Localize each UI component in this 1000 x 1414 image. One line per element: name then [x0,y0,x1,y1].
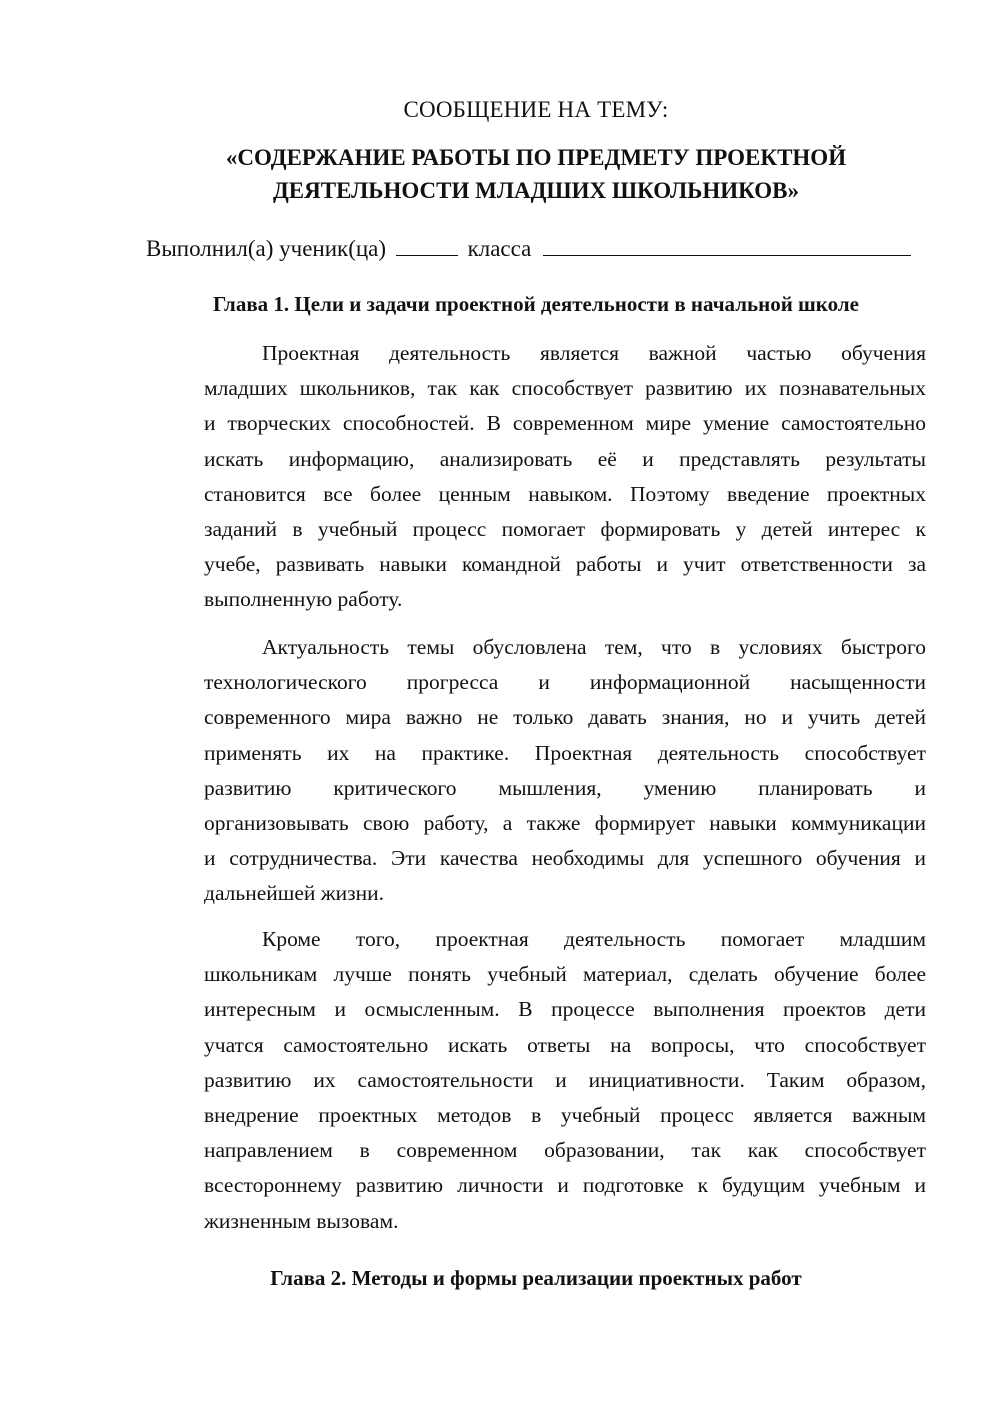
chapter-1-paragraph-2 [146,630,926,912]
chapter-1-paragraph-3 [146,922,926,1239]
paragraph-line: дальнейшей жизни. [204,881,384,906]
paragraph-line: учебе, развивать навыки командной работы и учит ответственности за [204,552,926,577]
paragraph-line: младших школьников, так как способствует развитию их познавательных [204,376,926,401]
class-label: класса [467,236,532,261]
chapter-1-paragraph-1 [146,336,926,618]
paragraph-line: современного мира важно не только давать знания, но и учить детей [204,705,926,730]
paragraph-line: Проектная деятельность является важной частью обучения [262,341,926,365]
paragraph-line: искать информацию, анализировать её и представлять результаты [204,446,926,471]
chapter-2-heading: Глава 2. Методы и формы реализации проектных работ [270,1266,802,1290]
paragraph-line: интересным и осмысленным. В процессе выполнения проектов дети [204,997,926,1022]
chapter-1-heading: Глава 1. Цели и задачи проектной деятельности в начальной школе [213,292,859,316]
paragraph-line: организовывать свою работу, а также формирует навыки коммуникации [204,810,926,835]
paragraph-line: Актуальность темы обусловлена тем, что в условиях быстрого [262,635,926,659]
paragraph-line: внедрение проектных методов в учебный процесс является важным [204,1102,926,1127]
class-number-blank [396,233,458,256]
paragraph-line: и сотрудничества. Эти качества необходимы для успешного обучения и [204,846,926,871]
paragraph-line: развитию их самостоятельности и инициативности. Таким образом, [204,1067,926,1092]
paragraph-line: всестороннему развитию личности и подготовке к будущим учебным и [204,1173,926,1198]
paragraph-line: и творческих способностей. В современном мире умение самостоятельно [204,411,926,436]
paragraph-line: выполненную работу. [204,587,403,612]
paragraph-line: учатся самостоятельно искать ответы на вопросы, что способствует [204,1032,926,1057]
paragraph-line: жизненным вызовам. [204,1208,399,1233]
document-topic: СООБЩЕНИЕ НА ТЕМУ: [403,97,669,122]
document-title-line: ДЕЯТЕЛЬНОСТИ МЛАДШИХ ШКОЛЬНИКОВ» [272,178,799,203]
paragraph-line: заданий в учебный процесс помогает формировать у детей интерес к [204,516,926,541]
document-title-line: «СОДЕРЖАНИЕ РАБОТЫ ПО ПРЕДМЕТУ ПРОЕКТНОЙ [225,145,847,170]
paragraph-line: становится все более ценным навыком. Поэтому введение проектных [204,481,926,506]
paragraph-line: направлением в современном образовании, так как способствует [204,1138,926,1163]
paragraph-line: применять их на практике. Проектная деятельность способствует [204,740,926,765]
paragraph-line: технологического прогресса и информационной насыщенности [204,670,926,695]
paragraph-line: школьникам лучше понять учебный материал, сделать обучение более [204,962,926,987]
author-label: Выполнил(а) ученик(ца) [146,236,387,261]
paragraph-line: развитию критического мышления, умению планировать и [204,775,926,800]
paragraph-line: Кроме того, проектная деятельность помогает младшим [262,927,926,951]
document-title [146,141,926,207]
author-line [146,233,926,264]
student-name-blank [543,233,911,256]
